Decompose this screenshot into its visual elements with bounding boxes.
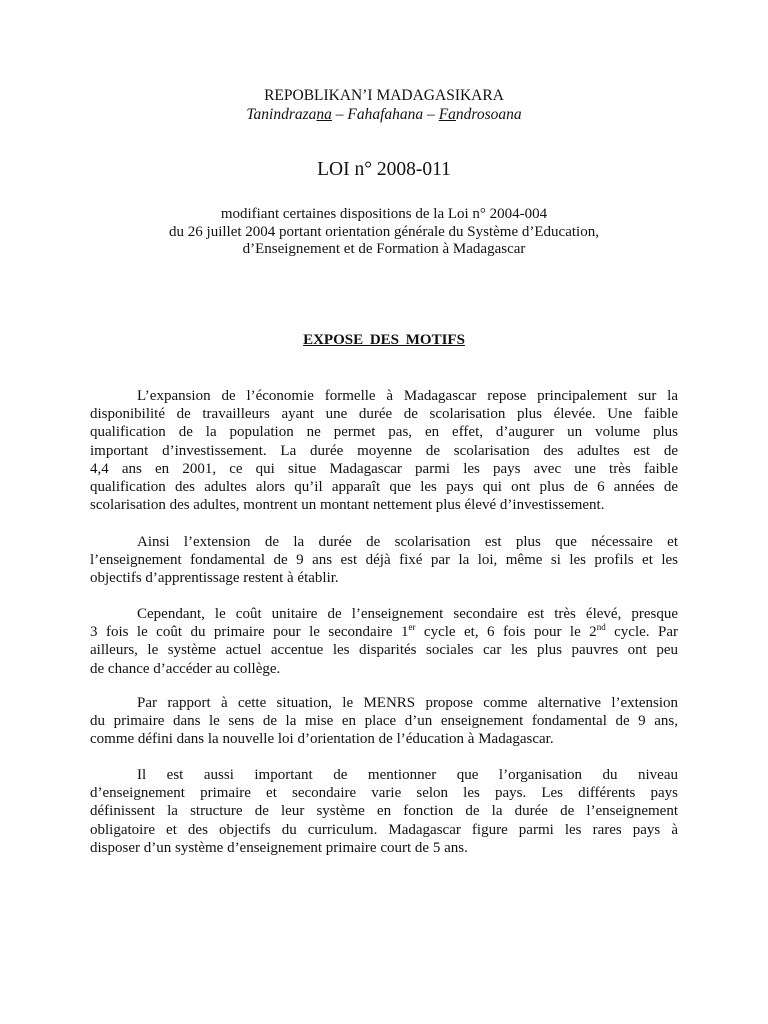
paragraph-line: qualification de la population ne permet pas, en effet, d’augurer un volume plus — [90, 424, 678, 441]
subtitle-line: modifiant certaines dispositions de la Loi n° 2004-004 — [220, 206, 548, 222]
paragraph-line: L’expansion de l’économie formelle à Madagascar repose principalement sur la — [137, 388, 678, 404]
paragraph-line: comme défini dans la nouvelle loi d’orientation de l’éducation à Madagascar. — [90, 731, 554, 748]
republic-name: REPOBLIKAN’I MADAGASIKARA — [264, 87, 504, 104]
paragraph-line: d’enseignement primaire et secondaire varie selon les pays. Les différents pays — [90, 785, 678, 802]
paragraph-5 — [90, 766, 678, 857]
paragraph-line: obligatoire et des objectifs du curriculum. Madagascar figure parmi les rares pays à — [90, 821, 678, 838]
paragraph-line: définissent la structure de leur système en fonction de la durée de l’enseignement — [90, 803, 678, 820]
paragraph-line: Cependant, le coût unitaire de l’enseignement secondaire est très élevé, presque — [137, 606, 678, 622]
paragraph-line: l’enseignement fondamental de 9 ans est déjà fixé par la loi, même si les profils et les — [90, 552, 678, 569]
paragraph-3 — [90, 605, 678, 678]
paragraph-line: 3 fois le coût du primaire pour le secondaire 1er cycle et, 6 fois pour le 2nd cycle. Par — [90, 622, 678, 641]
paragraph-line: 4,4 ans en 2001, ce qui situe Madagascar parmi les pays avec une très faible — [90, 460, 678, 477]
paragraph-line: important d’investissement. La durée moyenne de scolarisation des adultes est de — [90, 442, 678, 459]
paragraph-line: disponibilité de travailleurs ayant une durée de scolarisation plus élevée. Une faible — [90, 406, 678, 423]
paragraph-line: objectifs d’apprentissage restent à établir. — [90, 570, 339, 587]
paragraph-line: scolarisation des adultes, montrent un montant nettement plus élevé d’investissement. — [90, 497, 605, 514]
national-motto: Tanindrazana – Fahafahana – Fandrosoana — [246, 106, 522, 123]
paragraph-line: Ainsi l’extension de la durée de scolarisation est plus que nécessaire et — [137, 534, 678, 550]
paragraph-line: qualification des adultes alors qu’il apparaît que les pays qui ont plus de 6 années de — [90, 478, 678, 495]
subtitle-line: d’Enseignement et de Formation à Madagascar — [242, 241, 526, 257]
paragraph-line: ailleurs, le système actuel accentue les disparités sociales car les plus pauvres ont peu — [90, 642, 678, 659]
paragraph-2 — [90, 533, 678, 588]
law-title: LOI n° 2008-011 — [317, 159, 451, 180]
paragraph-4 — [90, 694, 678, 749]
law-subtitle — [0, 206, 768, 259]
paragraph-line: Il est aussi important de mentionner que l’organisation du niveau — [137, 767, 678, 783]
paragraph-1 — [90, 387, 678, 514]
paragraph-line: de chance d’accéder au collège. — [90, 660, 281, 677]
paragraph-line: Par rapport à cette situation, le MENRS propose comme alternative l’extension — [137, 695, 678, 711]
subtitle-line: du 26 juillet 2004 portant orientation générale du Système d’Education, — [169, 223, 599, 240]
section-heading-text: EXPOSE DES MOTIFS — [303, 332, 465, 348]
paragraph-line: du primaire dans le sens de la mise en place d’un enseignement fondamental de 9 ans, — [90, 713, 678, 730]
section-heading — [0, 331, 768, 350]
paragraph-line: disposer d’un système d’enseignement primaire court de 5 ans. — [90, 839, 468, 856]
